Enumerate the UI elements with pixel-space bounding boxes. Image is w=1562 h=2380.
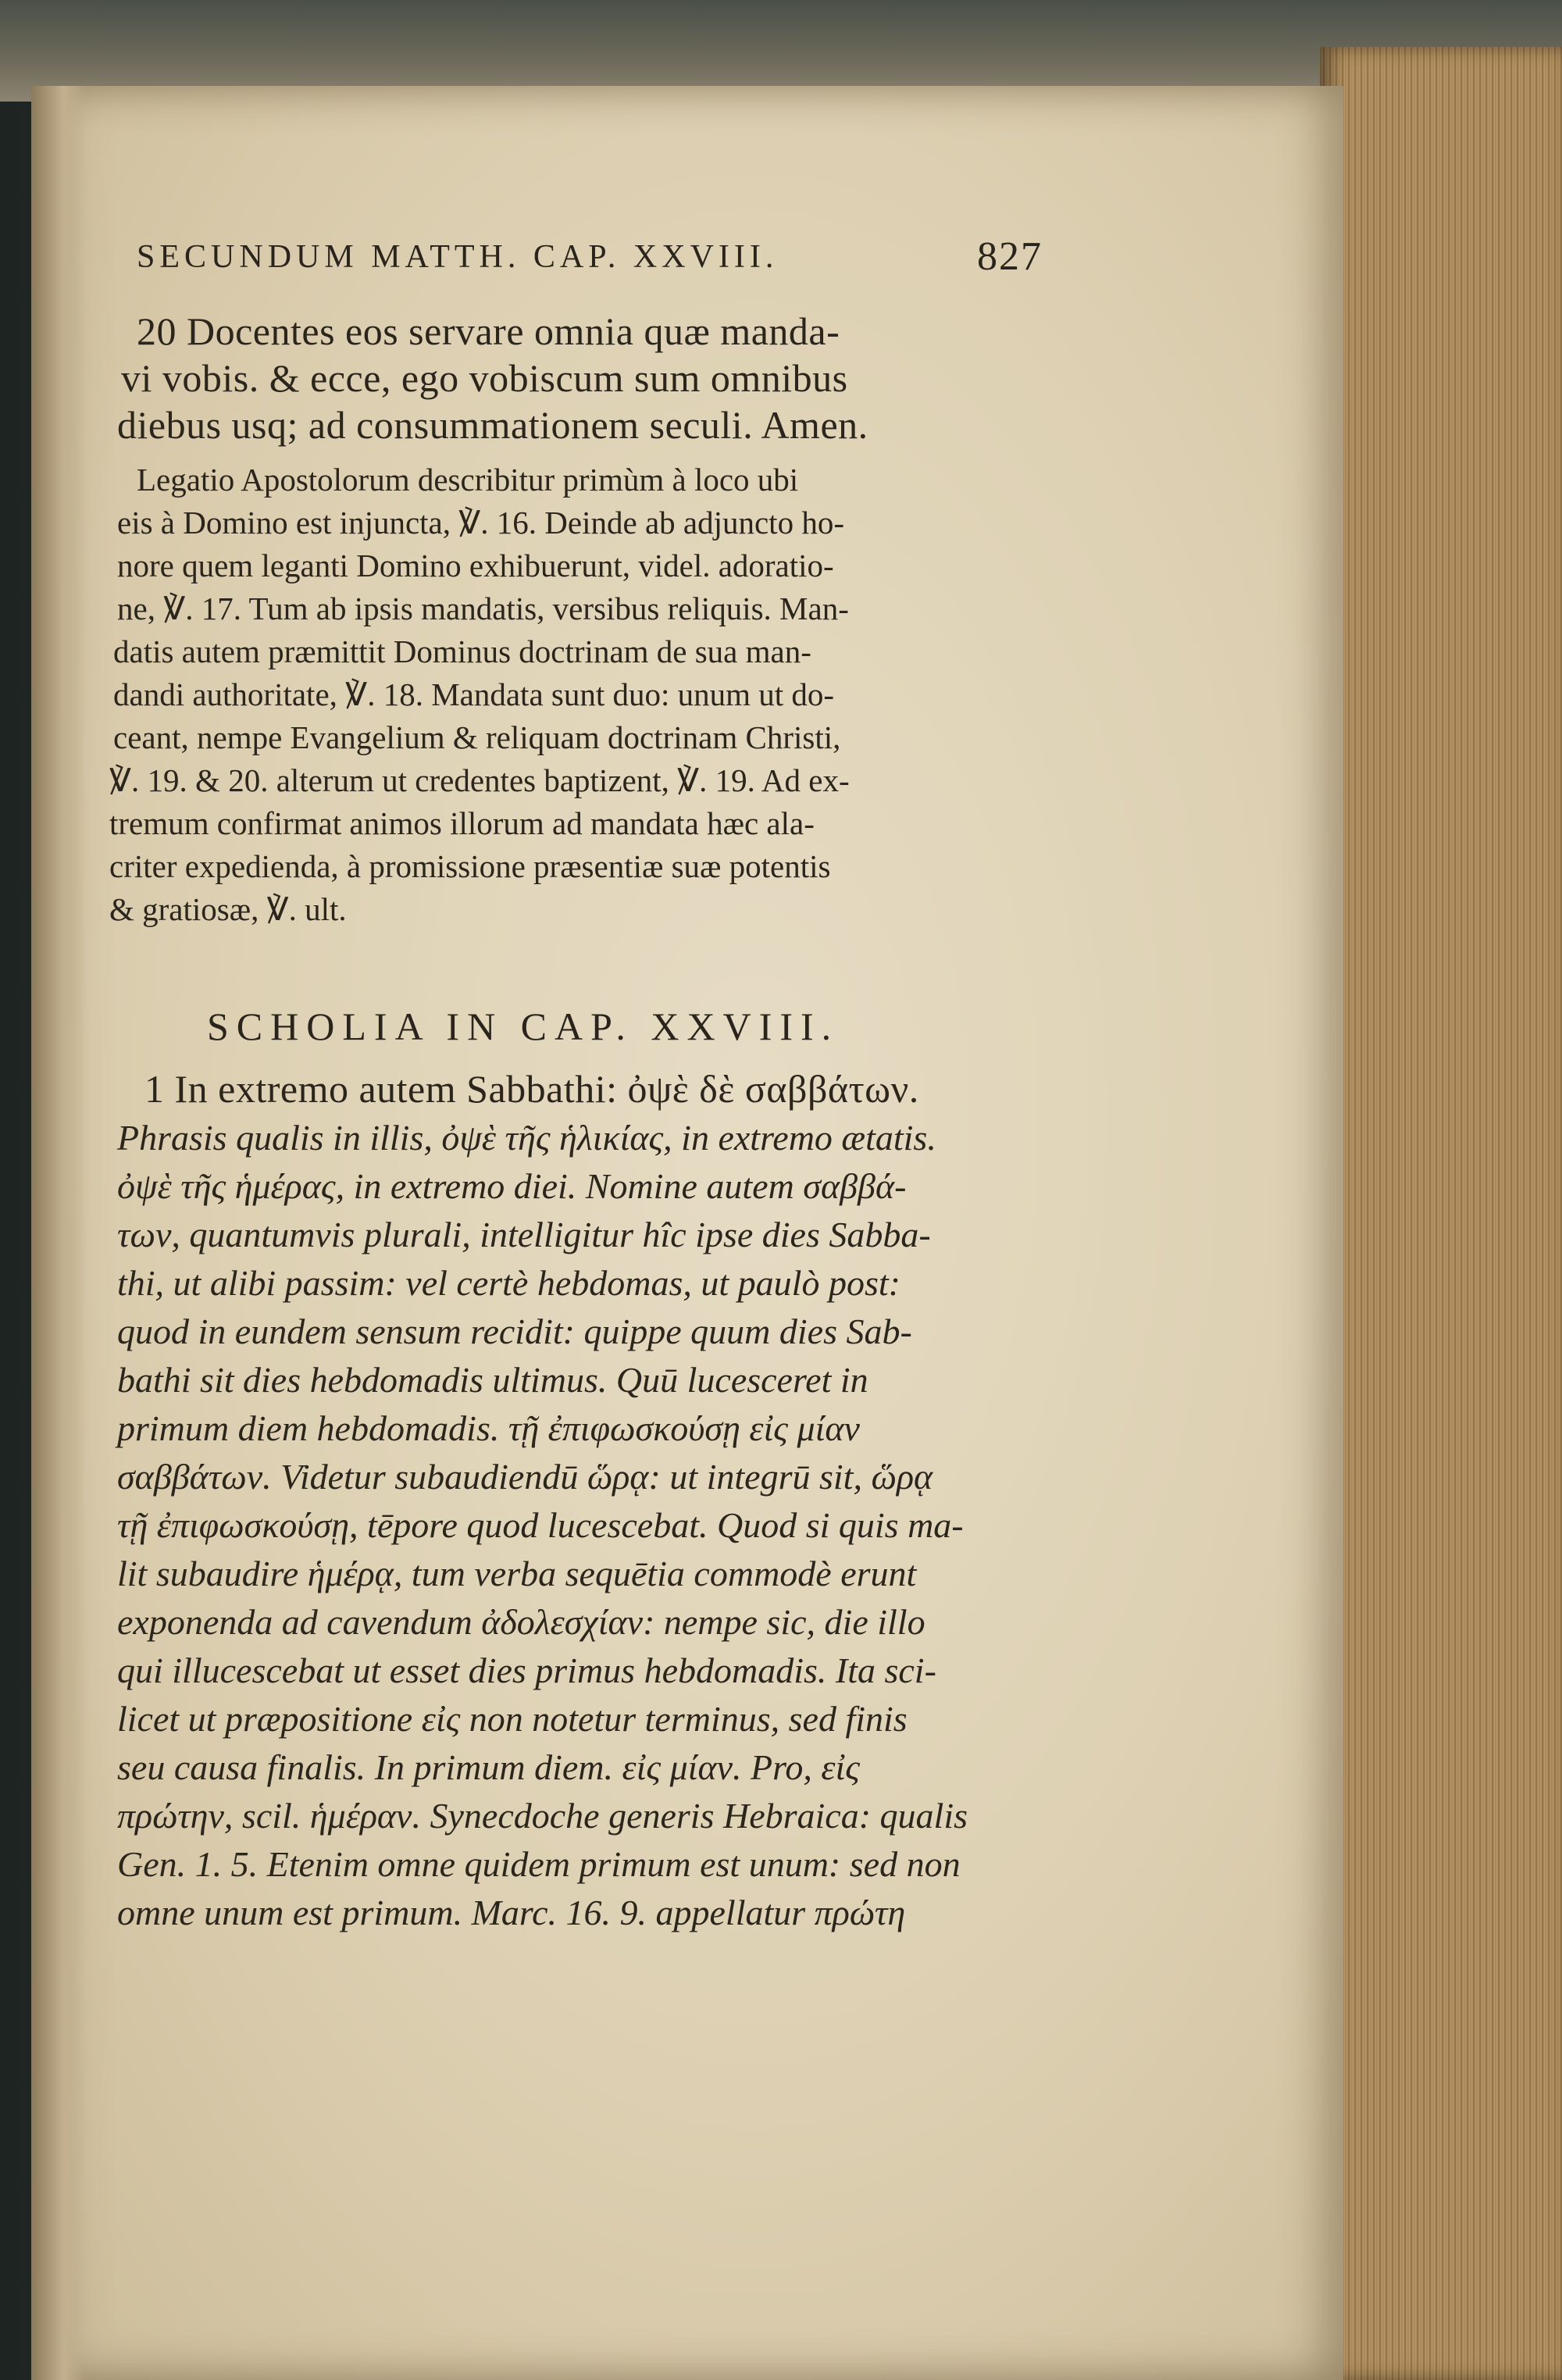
running-head [137,234,1043,285]
summary-line: & gratiosæ, ℣. ult. [109,891,347,927]
scholia-line: primum diem hebdomadis. τῇ ἐπιφωσκούσῃ εἰς μίαν [117,1408,860,1448]
page-edges [1320,47,1562,2380]
summary-line: ceant, nempe Evangelium & reliquam doctrinam Christi, [113,719,841,755]
scholia-line: bathi sit dies hebdomadis ultimus. Quū lucesceret in [117,1360,868,1400]
running-head-title: SECUNDUM MATTH. CAP. XXVIII. [137,239,779,275]
scholia-heading: SCHOLIA IN CAP. XXVIII. [207,1004,840,1048]
scholia-line: seu causa finalis. In primum diem. εἰς μίαν. Pro, εἰς [117,1747,860,1787]
scholia-line: exponenda ad cavendum ἀδολεσχίαν: nempe sic, die illo [117,1602,925,1642]
summary-line: dandi authoritate, ℣. 18. Mandata sunt duo: unum ut do- [113,676,835,712]
summary-line: criter expedienda, à promissione præsentiæ suæ potentis [109,848,831,884]
text-line: vi vobis. & ecce, ego vobiscum sum omnibus [121,356,848,400]
summary-line: tremum confirmat animos illorum ad mandata hæc ala- [109,805,815,841]
scholia-line: των, quantumvis plurali, intelligitur hîc ipse dies Sabba- [117,1215,931,1254]
scholia-line: σαββάτων. Videtur subaudiendū ὥρᾳ: ut integrū sit, ὥρᾳ [117,1457,933,1497]
scholia-line: quod in eundem sensum recidit: quippe quum dies Sab- [117,1311,912,1351]
scholia-line: thi, ut alibi passim: vel certè hebdomas, ut paulò post: [117,1263,900,1303]
scholia-line: 1 In extremo autem Sabbathi: ὀψὲ δὲ σαββάτων. [144,1067,919,1111]
summary-line: nore quem leganti Domino exhibuerunt, videl. adoratio- [117,548,834,583]
summary-line: eis à Domino est injuncta, ℣. 16. Deinde ab adjuncto ho- [117,505,844,541]
scholia-line: τῇ ἐπιφωσκούσῃ, tēpore quod lucescebat. Quod si quis ma- [117,1505,964,1545]
text-line: 20 Docentes eos servare omnia quæ manda- [137,309,840,353]
summary-line: Legatio Apostolorum describitur primùm à loco ubi [137,462,799,498]
page-number: 827 [977,234,1043,279]
scholia-line: ὀψὲ τῆς ἡμέρας, in extremo diei. Nomine autem σαββά- [117,1166,907,1206]
scholia-line: πρώτην, scil. ἡμέραν. Synecdoche generis Hebraica: qualis [117,1796,968,1836]
scholia-line: qui illucescebat ut esset dies primus hebdomadis. Ita sci- [117,1650,936,1690]
scholia-line: Gen. 1. 5. Etenim omne quidem primum est unum: sed non [117,1844,961,1884]
scholia-line: licet ut præpositione εἰς non notetur terminus, sed finis [117,1699,908,1739]
summary-line: datis autem præmittit Dominus doctrinam de sua man- [113,633,811,669]
text-line: diebus usq; ad consummationem seculi. Amen. [117,403,868,447]
summary-line: ne, ℣. 17. Tum ab ipsis mandatis, versibus reliquis. Man- [117,591,849,626]
page-gutter [31,86,86,2380]
scholia-line: omne unum est primum. Marc. 16. 9. appellatur πρώτη [117,1893,906,1932]
summary-line: ℣. 19. & 20. alterum ut credentes baptizent, ℣. 19. Ad ex- [109,762,850,798]
scholia-line: lit subaudire ἡμέρᾳ, tum verba sequētia commodè erunt [117,1554,917,1593]
scholia-line: Phrasis qualis in illis, ὀψὲ τῆς ἡλικίας, in extremo ætatis. [117,1118,936,1158]
